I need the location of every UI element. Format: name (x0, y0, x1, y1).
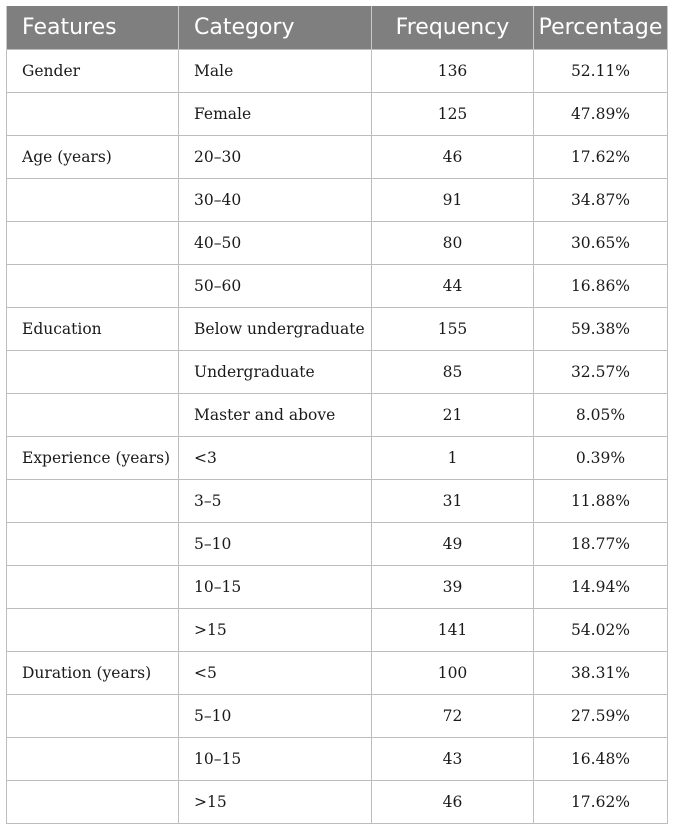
cell-category: 40–50 (179, 221, 372, 264)
cell-category: Below undergraduate (179, 307, 372, 350)
cell-percentage: 52.11% (534, 49, 668, 92)
table-body (7, 49, 668, 823)
cell-frequency: 141 (372, 608, 534, 651)
cell-percentage: 30.65% (534, 221, 668, 264)
header-row (7, 6, 668, 49)
cell-frequency: 46 (372, 780, 534, 823)
cell-category: >15 (179, 608, 372, 651)
cell-feature (7, 350, 179, 393)
cell-category: 10–15 (179, 737, 372, 780)
table-header (7, 6, 668, 49)
cell-percentage: 8.05% (534, 393, 668, 436)
header-category: Category (179, 6, 372, 49)
cell-frequency: 21 (372, 393, 534, 436)
cell-category: 50–60 (179, 264, 372, 307)
cell-frequency: 1 (372, 436, 534, 479)
table-row (7, 522, 668, 565)
cell-percentage: 17.62% (534, 780, 668, 823)
cell-frequency: 100 (372, 651, 534, 694)
cell-frequency: 72 (372, 694, 534, 737)
cell-feature (7, 737, 179, 780)
table-row (7, 350, 668, 393)
cell-frequency: 85 (372, 350, 534, 393)
cell-percentage: 34.87% (534, 178, 668, 221)
cell-frequency: 44 (372, 264, 534, 307)
cell-category: 30–40 (179, 178, 372, 221)
cell-category: >15 (179, 780, 372, 823)
cell-feature (7, 608, 179, 651)
cell-percentage: 18.77% (534, 522, 668, 565)
cell-frequency: 46 (372, 135, 534, 178)
cell-feature (7, 264, 179, 307)
cell-percentage: 38.31% (534, 651, 668, 694)
cell-category: Male (179, 49, 372, 92)
table-row (7, 737, 668, 780)
cell-category: Undergraduate (179, 350, 372, 393)
cell-feature (7, 393, 179, 436)
table-row (7, 780, 668, 823)
cell-percentage: 47.89% (534, 92, 668, 135)
header-frequency: Frequency (372, 6, 534, 49)
table-row (7, 436, 668, 479)
table-row (7, 135, 668, 178)
demographics-table (6, 6, 668, 824)
cell-percentage: 16.48% (534, 737, 668, 780)
table-row (7, 264, 668, 307)
cell-frequency: 43 (372, 737, 534, 780)
cell-feature (7, 565, 179, 608)
cell-feature (7, 92, 179, 135)
table-row (7, 178, 668, 221)
cell-percentage: 17.62% (534, 135, 668, 178)
cell-percentage: 14.94% (534, 565, 668, 608)
table-row (7, 49, 668, 92)
table-row (7, 479, 668, 522)
cell-feature: Duration (years) (7, 651, 179, 694)
cell-frequency: 49 (372, 522, 534, 565)
cell-category: Master and above (179, 393, 372, 436)
cell-frequency: 39 (372, 565, 534, 608)
table-row (7, 307, 668, 350)
cell-frequency: 155 (372, 307, 534, 350)
table-row (7, 565, 668, 608)
cell-percentage: 59.38% (534, 307, 668, 350)
cell-percentage: 54.02% (534, 608, 668, 651)
cell-feature: Gender (7, 49, 179, 92)
cell-feature: Age (years) (7, 135, 179, 178)
cell-feature (7, 522, 179, 565)
cell-feature (7, 780, 179, 823)
cell-feature (7, 178, 179, 221)
cell-percentage: 0.39% (534, 436, 668, 479)
cell-category: Female (179, 92, 372, 135)
cell-category: <5 (179, 651, 372, 694)
cell-frequency: 136 (372, 49, 534, 92)
cell-category: 5–10 (179, 522, 372, 565)
cell-category: 5–10 (179, 694, 372, 737)
cell-frequency: 80 (372, 221, 534, 264)
table-row (7, 221, 668, 264)
cell-frequency: 31 (372, 479, 534, 522)
cell-percentage: 11.88% (534, 479, 668, 522)
cell-feature (7, 221, 179, 264)
header-features: Features (7, 6, 179, 49)
cell-frequency: 125 (372, 92, 534, 135)
cell-percentage: 27.59% (534, 694, 668, 737)
cell-percentage: 32.57% (534, 350, 668, 393)
cell-percentage: 16.86% (534, 264, 668, 307)
cell-category: <3 (179, 436, 372, 479)
header-percentage: Percentage (534, 6, 668, 49)
table-row (7, 92, 668, 135)
cell-category: 3–5 (179, 479, 372, 522)
cell-category: 10–15 (179, 565, 372, 608)
table-row (7, 651, 668, 694)
table-row (7, 608, 668, 651)
cell-feature (7, 479, 179, 522)
cell-category: 20–30 (179, 135, 372, 178)
cell-feature (7, 694, 179, 737)
cell-feature: Education (7, 307, 179, 350)
table-row (7, 694, 668, 737)
table-row (7, 393, 668, 436)
cell-feature: Experience (years) (7, 436, 179, 479)
cell-frequency: 91 (372, 178, 534, 221)
